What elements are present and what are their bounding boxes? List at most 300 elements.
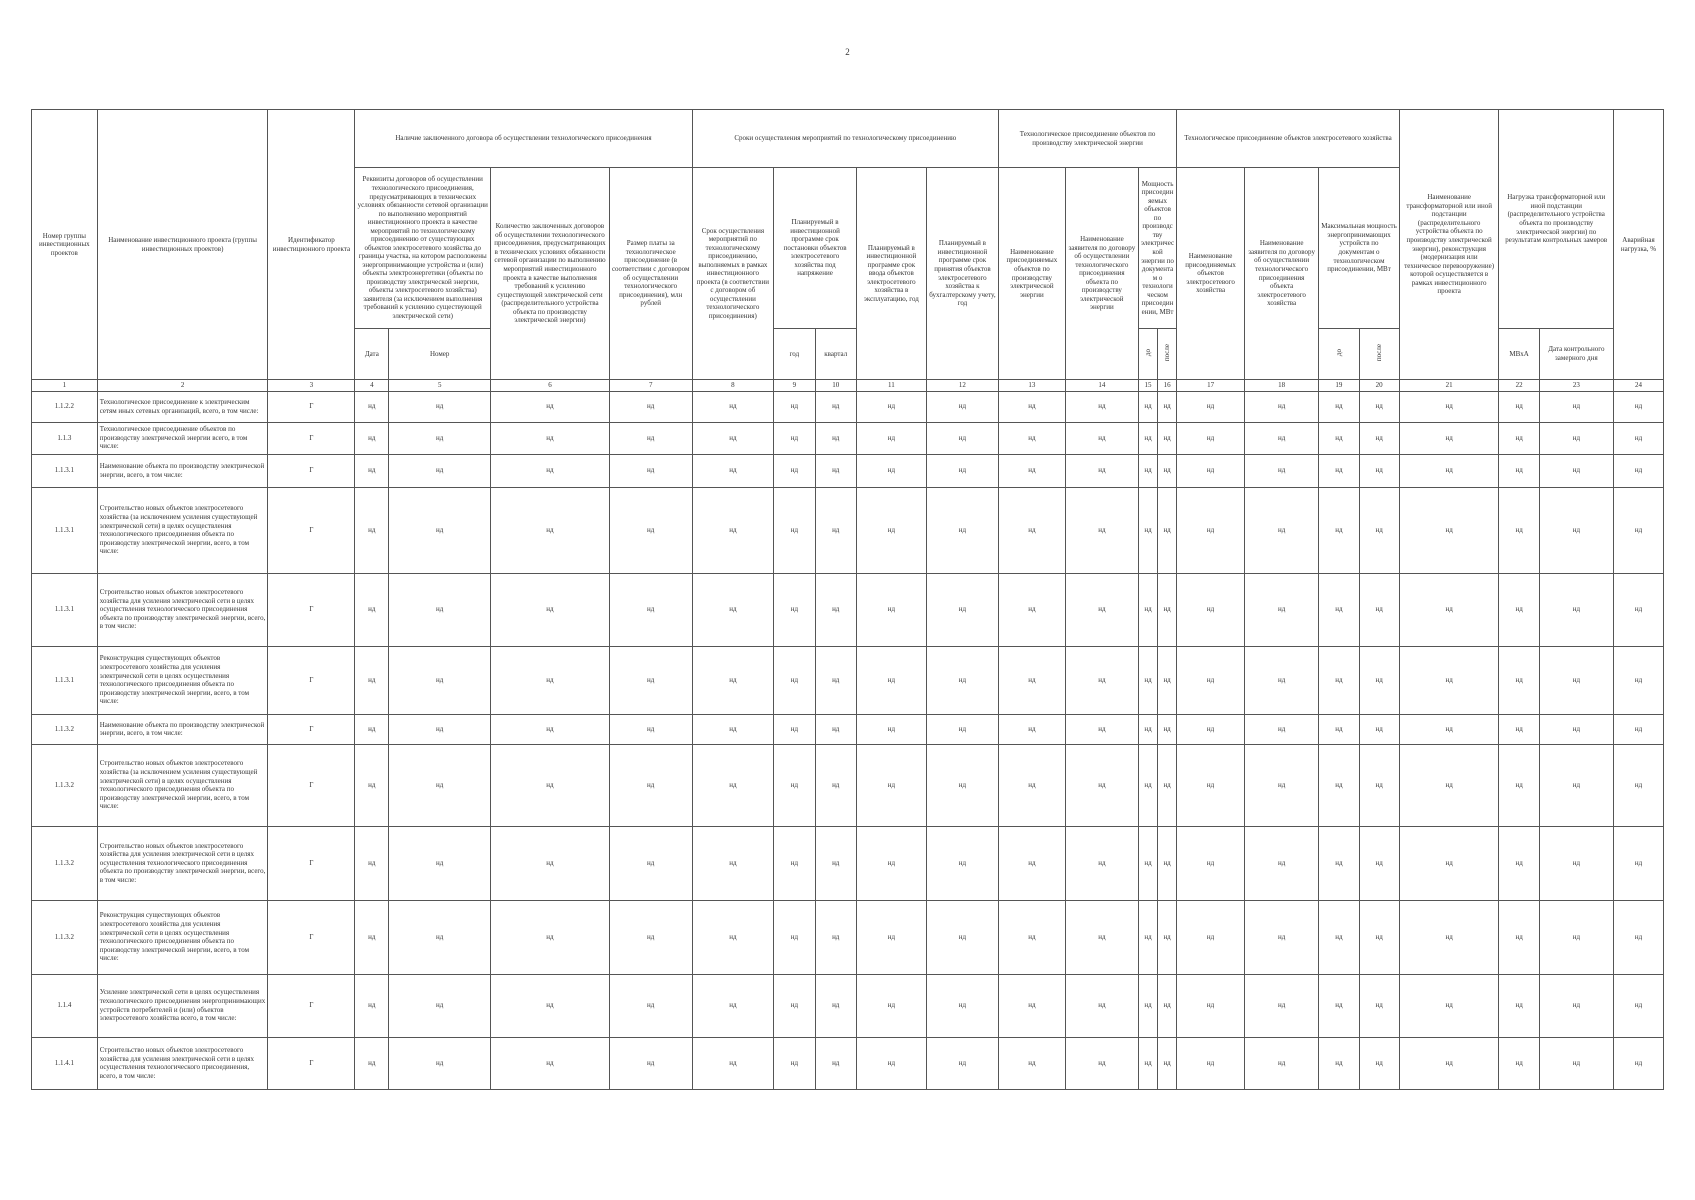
- column-number: 13: [999, 380, 1066, 392]
- row-value: нд: [609, 454, 692, 487]
- row-number: 1.1.3: [32, 422, 98, 454]
- row-value: нд: [491, 1037, 610, 1089]
- row-value: нд: [1539, 744, 1613, 826]
- row-value: нд: [692, 1037, 774, 1089]
- row-value: нд: [1539, 487, 1613, 573]
- row-value: нд: [1177, 1037, 1245, 1089]
- row-value: нд: [1399, 744, 1499, 826]
- row-value: нд: [692, 826, 774, 900]
- row-value: нд: [926, 744, 998, 826]
- row-value: нд: [815, 487, 856, 573]
- row-value: нд: [926, 391, 998, 422]
- header-group-sroki: Сроки осуществления мероприятий по технологическому присоединению: [692, 110, 998, 168]
- row-value: нд: [355, 1037, 389, 1089]
- row-value: нд: [1613, 900, 1663, 974]
- row-value: нд: [389, 573, 491, 646]
- row-value: нд: [1399, 714, 1499, 744]
- row-value: нд: [1319, 826, 1359, 900]
- row-value: нд: [609, 422, 692, 454]
- row-project-name: Наименование объекта по производству электрической энергии, всего, в том числе:: [97, 714, 268, 744]
- row-value: нд: [1359, 900, 1399, 974]
- row-value: нд: [1359, 454, 1399, 487]
- row-value: нд: [355, 714, 389, 744]
- row-value: нд: [1613, 826, 1663, 900]
- row-value: нд: [389, 826, 491, 900]
- table-row: [32, 744, 1664, 826]
- row-number: 1.1.3.2: [32, 900, 98, 974]
- row-value: нд: [926, 454, 998, 487]
- row-value: нд: [1613, 974, 1663, 1037]
- row-value: нд: [1158, 573, 1177, 646]
- row-project-id: Г: [268, 714, 355, 744]
- header-c11: Планируемый в инвестиционной программе срок ввода объектов электросетевого хозяйства в эксплуатацию, год: [856, 168, 926, 380]
- row-value: нд: [1359, 487, 1399, 573]
- row-value: нд: [999, 1037, 1066, 1089]
- row-value: нд: [1138, 454, 1157, 487]
- row-value: нд: [1539, 573, 1613, 646]
- row-value: нд: [1359, 573, 1399, 646]
- header-c1: Номер группы инвестиционных проектов: [32, 110, 98, 380]
- table-row: [32, 422, 1664, 454]
- column-number: 23: [1539, 380, 1613, 392]
- row-value: нд: [856, 646, 926, 714]
- row-value: нд: [491, 422, 610, 454]
- row-value: нд: [1177, 900, 1245, 974]
- row-value: нд: [1613, 1037, 1663, 1089]
- row-value: нд: [692, 573, 774, 646]
- row-value: нд: [609, 974, 692, 1037]
- row-value: нд: [1065, 744, 1138, 826]
- row-value: нд: [1065, 900, 1138, 974]
- row-value: нд: [491, 391, 610, 422]
- row-value: нд: [1065, 391, 1138, 422]
- row-value: нд: [1177, 454, 1245, 487]
- row-value: нд: [1138, 391, 1157, 422]
- header-c14: Наименование заявителя по договору об осуществлении технологического присоединения объекта по производству электрической энергии: [1065, 168, 1138, 380]
- table-body: [32, 391, 1664, 1089]
- row-value: нд: [609, 826, 692, 900]
- row-number: 1.1.3.2: [32, 744, 98, 826]
- row-value: нд: [1158, 454, 1177, 487]
- row-number: 1.1.3.2: [32, 714, 98, 744]
- row-value: нд: [491, 646, 610, 714]
- row-value: нд: [1319, 974, 1359, 1037]
- row-value: нд: [1065, 1037, 1138, 1089]
- column-number: 11: [856, 380, 926, 392]
- row-value: нд: [815, 714, 856, 744]
- row-value: нд: [856, 826, 926, 900]
- row-value: нд: [999, 714, 1066, 744]
- row-value: нд: [1245, 900, 1319, 974]
- row-value: нд: [856, 454, 926, 487]
- row-value: нд: [774, 900, 815, 974]
- row-value: нд: [815, 454, 856, 487]
- row-value: нд: [856, 714, 926, 744]
- row-value: нд: [491, 573, 610, 646]
- row-project-name: Технологическое присоединение объектов по производству электрической энергии всего, в том числе:: [97, 422, 268, 454]
- row-number: 1.1.4: [32, 974, 98, 1037]
- row-value: нд: [1359, 391, 1399, 422]
- header-c21: Наименование трансформаторной или иной подстанции (распределительного устройства объекта по производству электрической энергии), реконструкция (модернизация или техническое перевооружение) которой осуществляется в рамках инвестиционного проекта: [1399, 110, 1499, 380]
- column-number: 10: [815, 380, 856, 392]
- row-value: нд: [1319, 744, 1359, 826]
- row-value: нд: [491, 744, 610, 826]
- row-value: нд: [389, 744, 491, 826]
- row-value: нд: [1158, 487, 1177, 573]
- column-number: 2: [97, 380, 268, 392]
- row-value: нд: [1065, 454, 1138, 487]
- column-number: 16: [1158, 380, 1177, 392]
- table-row: [32, 714, 1664, 744]
- row-number: 1.1.3.1: [32, 487, 98, 573]
- row-value: нд: [355, 391, 389, 422]
- header-c17: Наименование присоединяемых объектов электросетевого хозяйства: [1177, 168, 1245, 380]
- row-value: нд: [1359, 974, 1399, 1037]
- row-value: нд: [1319, 454, 1359, 487]
- row-project-name: Строительство новых объектов электросетевого хозяйства для усиления электрической сети в целях осуществления технологического присоединения, всего, в том числе:: [97, 1037, 268, 1089]
- row-value: нд: [1177, 744, 1245, 826]
- row-value: нд: [1499, 744, 1539, 826]
- row-value: нд: [1245, 422, 1319, 454]
- row-value: нд: [1399, 826, 1499, 900]
- row-value: нд: [692, 744, 774, 826]
- row-value: нд: [1177, 422, 1245, 454]
- row-value: нд: [815, 573, 856, 646]
- row-value: нд: [815, 974, 856, 1037]
- row-value: нд: [609, 900, 692, 974]
- row-value: нд: [774, 391, 815, 422]
- row-value: нд: [1245, 646, 1319, 714]
- row-value: нд: [389, 714, 491, 744]
- row-project-id: Г: [268, 974, 355, 1037]
- row-value: нд: [926, 974, 998, 1037]
- header-c2: Наименование инвестиционного проекта (группы инвестиционных проектов): [97, 110, 268, 380]
- row-value: нд: [1499, 900, 1539, 974]
- header-group-seti: Технологическое присоединение объектов электросетевого хозяйства: [1177, 110, 1400, 168]
- table-row: [32, 826, 1664, 900]
- row-value: нд: [1177, 714, 1245, 744]
- table-row: [32, 974, 1664, 1037]
- row-value: нд: [856, 487, 926, 573]
- row-value: нд: [355, 900, 389, 974]
- row-value: нд: [774, 974, 815, 1037]
- row-value: нд: [1158, 900, 1177, 974]
- header-group-proizv: Технологическое присоединение объектов по производству электрической энергии: [999, 110, 1177, 168]
- column-number: 21: [1399, 380, 1499, 392]
- column-number: 14: [1065, 380, 1138, 392]
- row-value: нд: [815, 744, 856, 826]
- row-value: нд: [1359, 646, 1399, 714]
- row-project-id: Г: [268, 487, 355, 573]
- column-number: 19: [1319, 380, 1359, 392]
- row-project-id: Г: [268, 826, 355, 900]
- table-row: [32, 646, 1664, 714]
- row-value: нд: [815, 826, 856, 900]
- header-c19-20: Максимальная мощность энергопринимающих устройств по документам о технологическом присоединении, МВт: [1319, 168, 1400, 329]
- row-value: нд: [1499, 974, 1539, 1037]
- row-number: 1.1.2.2: [32, 391, 98, 422]
- row-project-id: Г: [268, 1037, 355, 1089]
- header-group-dogovor: Наличие заключенного договора об осуществлении технологического присоединения: [355, 110, 692, 168]
- row-value: нд: [1399, 646, 1499, 714]
- row-value: нд: [609, 714, 692, 744]
- row-value: нд: [1177, 646, 1245, 714]
- row-value: нд: [1138, 1037, 1157, 1089]
- row-value: нд: [1399, 573, 1499, 646]
- table-row: [32, 1037, 1664, 1089]
- header-c15-label: до: [1143, 349, 1152, 357]
- row-value: нд: [1319, 1037, 1359, 1089]
- row-value: нд: [815, 391, 856, 422]
- row-value: нд: [389, 391, 491, 422]
- row-project-id: Г: [268, 744, 355, 826]
- header-c24: Аварийная нагрузка, %: [1613, 110, 1663, 380]
- row-value: нд: [355, 487, 389, 573]
- row-value: нд: [1359, 1037, 1399, 1089]
- row-value: нд: [692, 487, 774, 573]
- row-value: нд: [389, 454, 491, 487]
- row-value: нд: [856, 573, 926, 646]
- row-value: нд: [1158, 714, 1177, 744]
- header-c6: Количество заключенных договоров об осуществлении технологического присоединения, предусматривающих в технических условиях обязанности сетевой организации по выполнению мероприятий инвестиционного проекта в качестве выполнения требований к усилению существующей электрической сети (распределительного устройства объекта по производству электрической энергии): [491, 168, 610, 380]
- row-value: нд: [389, 974, 491, 1037]
- row-value: нд: [774, 1037, 815, 1089]
- row-value: нд: [1499, 826, 1539, 900]
- row-project-id: Г: [268, 422, 355, 454]
- row-value: нд: [1399, 900, 1499, 974]
- row-value: нд: [1613, 646, 1663, 714]
- row-value: нд: [1158, 422, 1177, 454]
- row-value: нд: [774, 573, 815, 646]
- row-value: нд: [1319, 422, 1359, 454]
- row-value: нд: [1138, 744, 1157, 826]
- header-c10: квартал: [815, 329, 856, 380]
- row-value: нд: [774, 422, 815, 454]
- row-value: нд: [1319, 900, 1359, 974]
- table-row: [32, 454, 1664, 487]
- row-value: нд: [1065, 714, 1138, 744]
- row-value: нд: [1138, 900, 1157, 974]
- row-value: нд: [692, 422, 774, 454]
- table-header: [32, 110, 1664, 392]
- row-value: нд: [926, 487, 998, 573]
- column-number: 20: [1359, 380, 1399, 392]
- row-value: нд: [1613, 573, 1663, 646]
- row-value: нд: [389, 422, 491, 454]
- table-row: [32, 900, 1664, 974]
- row-value: нд: [856, 422, 926, 454]
- row-value: нд: [999, 391, 1066, 422]
- row-value: нд: [1539, 1037, 1613, 1089]
- row-value: нд: [1158, 646, 1177, 714]
- header-c23: Дата контрольного замерного дня: [1539, 329, 1613, 380]
- row-value: нд: [1499, 573, 1539, 646]
- row-value: нд: [999, 826, 1066, 900]
- row-value: нд: [1245, 744, 1319, 826]
- column-number: 22: [1499, 380, 1539, 392]
- row-value: нд: [1158, 974, 1177, 1037]
- row-project-id: Г: [268, 391, 355, 422]
- row-value: нд: [999, 573, 1066, 646]
- row-value: нд: [1539, 391, 1613, 422]
- row-value: нд: [926, 646, 998, 714]
- header-c22-23: Нагрузка трансформаторной или иной подстанции (распределительного устройства объекта по производству электрической энергии) по результатам контрольных замеров: [1499, 110, 1614, 329]
- column-number: 5: [389, 380, 491, 392]
- row-value: нд: [1399, 391, 1499, 422]
- row-value: нд: [1539, 714, 1613, 744]
- row-value: нд: [1399, 1037, 1499, 1089]
- column-number: 6: [491, 380, 610, 392]
- row-project-id: Г: [268, 900, 355, 974]
- header-c15: [1138, 329, 1157, 380]
- row-project-name: Строительство новых объектов электросетевого хозяйства (за исключением усиления существующей электрической сети) в целях осуществления технологического присоединения объекта по производству электрической энергии, всего, в том числе:: [97, 744, 268, 826]
- column-number: 24: [1613, 380, 1663, 392]
- row-value: нд: [926, 900, 998, 974]
- row-value: нд: [1245, 826, 1319, 900]
- row-value: нд: [609, 391, 692, 422]
- row-value: нд: [692, 391, 774, 422]
- row-value: нд: [1499, 714, 1539, 744]
- header-c9: год: [774, 329, 815, 380]
- row-number: 1.1.3.1: [32, 573, 98, 646]
- row-value: нд: [1245, 391, 1319, 422]
- row-value: нд: [1499, 391, 1539, 422]
- row-value: нд: [1065, 487, 1138, 573]
- header-c15-16: Мощность присоединяемых объектов по производству электрической энергии по документам о технологическом присоединении, МВт: [1138, 168, 1176, 329]
- row-value: нд: [856, 1037, 926, 1089]
- row-value: нд: [999, 487, 1066, 573]
- row-value: нд: [1539, 646, 1613, 714]
- row-value: нд: [1319, 714, 1359, 744]
- row-value: нд: [999, 454, 1066, 487]
- row-number: 1.1.3.2: [32, 826, 98, 900]
- column-number: 4: [355, 380, 389, 392]
- row-value: нд: [856, 744, 926, 826]
- row-value: нд: [1245, 714, 1319, 744]
- row-value: нд: [926, 1037, 998, 1089]
- row-value: нд: [774, 487, 815, 573]
- column-number: 8: [692, 380, 774, 392]
- row-project-id: Г: [268, 646, 355, 714]
- row-value: нд: [1399, 487, 1499, 573]
- row-number: 1.1.4.1: [32, 1037, 98, 1089]
- row-value: нд: [609, 487, 692, 573]
- row-value: нд: [389, 487, 491, 573]
- row-value: нд: [609, 646, 692, 714]
- row-value: нд: [1065, 826, 1138, 900]
- row-value: нд: [774, 646, 815, 714]
- header-c4-5: Реквизиты договоров об осуществлении технологического присоединения, предусматривающих в технических условиях обязанности сетевой организации по выполнению мероприятий инвестиционного проекта в качестве мероприятий по технологическому присоединению от существующих объектов электросетевого хозяйства до границы участка, на котором расположены энергопринимающие устройства и (или) объекты электроэнергетики (объекты по производству электрической энергии, объекты электросетевого хозяйства) заявителя (за исключением выполнения требований к усилению существующей электрической сети): [355, 168, 491, 329]
- row-value: нд: [1138, 974, 1157, 1037]
- row-value: нд: [1245, 1037, 1319, 1089]
- row-value: нд: [692, 454, 774, 487]
- row-value: нд: [355, 573, 389, 646]
- column-number: 17: [1177, 380, 1245, 392]
- row-value: нд: [1138, 646, 1157, 714]
- row-value: нд: [1499, 1037, 1539, 1089]
- row-value: нд: [1539, 422, 1613, 454]
- row-project-name: Строительство новых объектов электросетевого хозяйства (за исключением усиления существующей электрической сети) в целях осуществления технологического присоединения объекта по производству электрической энергии, всего, в том числе:: [97, 487, 268, 573]
- header-c7: Размер платы за технологическое присоединение (в соответствии с договором об осуществлении технологического присоединения), млн рублей: [609, 168, 692, 380]
- row-value: нд: [491, 714, 610, 744]
- row-value: нд: [1245, 487, 1319, 573]
- row-project-name: Реконструкция существующих объектов электросетевого хозяйства для усиления электрической сети в целях осуществления технологического присоединения объекта по производству электрической энергии, всего, в том числе:: [97, 900, 268, 974]
- row-value: нд: [1613, 487, 1663, 573]
- column-number-row: [32, 380, 1664, 392]
- row-value: нд: [926, 422, 998, 454]
- row-value: нд: [1319, 487, 1359, 573]
- row-number: 1.1.3.1: [32, 646, 98, 714]
- row-value: нд: [926, 826, 998, 900]
- row-value: нд: [1539, 900, 1613, 974]
- table-row: [32, 573, 1664, 646]
- row-value: нд: [1177, 487, 1245, 573]
- row-value: нд: [491, 974, 610, 1037]
- row-value: нд: [1359, 422, 1399, 454]
- row-value: нд: [1613, 744, 1663, 826]
- page-number: 2: [845, 47, 850, 57]
- row-value: нд: [692, 974, 774, 1037]
- row-value: нд: [774, 454, 815, 487]
- row-value: нд: [389, 646, 491, 714]
- row-value: нд: [389, 900, 491, 974]
- row-value: нд: [856, 900, 926, 974]
- row-value: нд: [1319, 646, 1359, 714]
- row-project-name: Строительство новых объектов электросетевого хозяйства для усиления электрической сети в целях осуществления технологического присоединения объекта по производству электрической энергии, всего, в том числе:: [97, 573, 268, 646]
- header-c18: Наименование заявителя по договору об осуществлении технологического присоединения объекта электросетевого хозяйства: [1245, 168, 1319, 380]
- row-value: нд: [1245, 974, 1319, 1037]
- row-value: нд: [774, 714, 815, 744]
- row-value: нд: [774, 744, 815, 826]
- row-value: нд: [1158, 391, 1177, 422]
- row-number: 1.1.3.1: [32, 454, 98, 487]
- column-number: 3: [268, 380, 355, 392]
- row-value: нд: [856, 391, 926, 422]
- row-value: нд: [491, 487, 610, 573]
- row-value: нд: [1158, 1037, 1177, 1089]
- row-value: нд: [1319, 391, 1359, 422]
- table-row: [32, 487, 1664, 573]
- row-value: нд: [1158, 744, 1177, 826]
- row-value: нд: [1138, 487, 1157, 573]
- row-value: нд: [999, 646, 1066, 714]
- row-value: нд: [999, 900, 1066, 974]
- row-project-name: Технологическое присоединение к электрическим сетям иных сетевых организаций, всего, в том числе:: [97, 391, 268, 422]
- row-value: нд: [1138, 714, 1157, 744]
- row-project-id: Г: [268, 454, 355, 487]
- row-value: нд: [1499, 646, 1539, 714]
- row-value: нд: [609, 1037, 692, 1089]
- row-value: нд: [389, 1037, 491, 1089]
- header-c20: [1359, 329, 1399, 380]
- row-value: нд: [692, 900, 774, 974]
- header-c20-label: после: [1374, 344, 1383, 362]
- header-c22: МВхА: [1499, 329, 1539, 380]
- header-c19: [1319, 329, 1359, 380]
- row-value: нд: [1245, 573, 1319, 646]
- row-value: нд: [1138, 422, 1157, 454]
- row-value: нд: [355, 422, 389, 454]
- row-value: нд: [1065, 974, 1138, 1037]
- table-row: [32, 391, 1664, 422]
- row-value: нд: [1499, 422, 1539, 454]
- column-number: 7: [609, 380, 692, 392]
- row-value: нд: [815, 422, 856, 454]
- row-value: нд: [1613, 714, 1663, 744]
- row-value: нд: [1399, 454, 1499, 487]
- row-value: нд: [355, 646, 389, 714]
- row-value: нд: [1319, 573, 1359, 646]
